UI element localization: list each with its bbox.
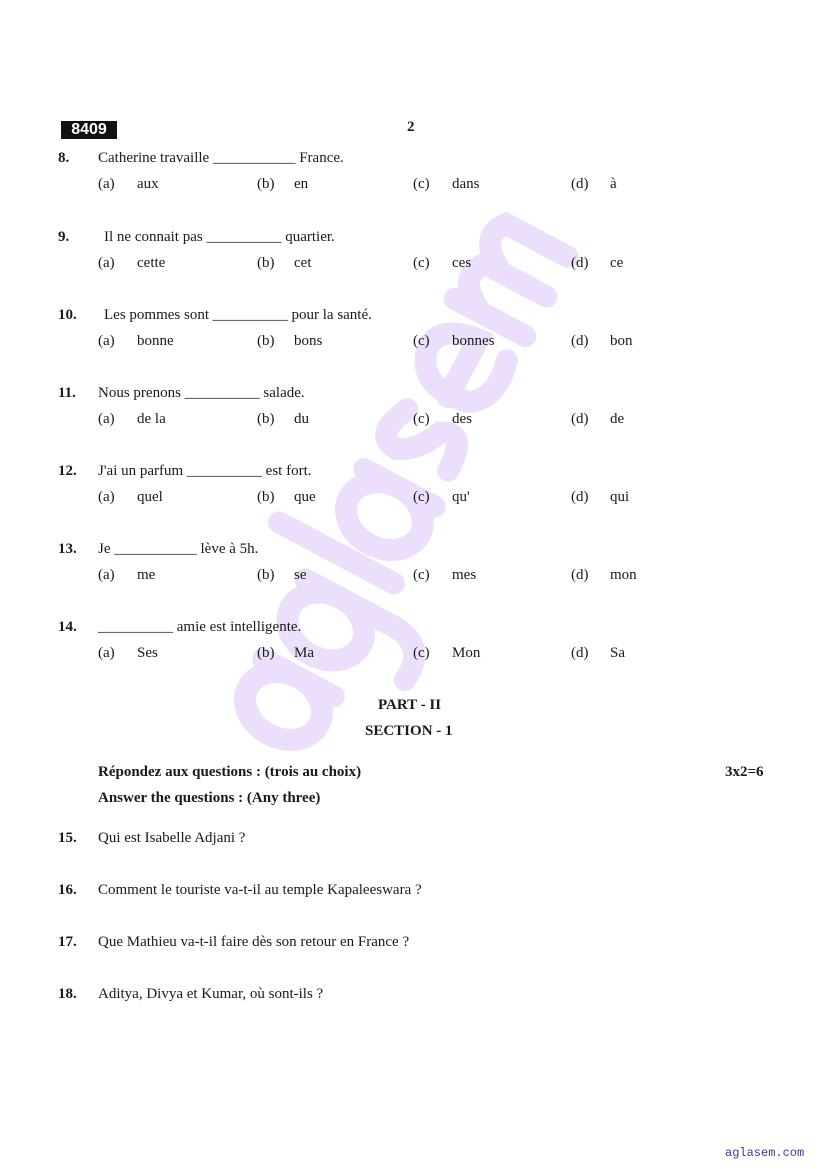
paper-code: 8409 [61,121,117,139]
question-number: 11. [58,385,76,401]
option-label: (a) [98,333,115,349]
question-text: Catherine travaille ___________ France. [98,150,344,166]
watermark-logo [189,196,617,779]
option-label: (b) [257,645,275,661]
option-text: se [294,567,307,583]
instruction-english: Answer the questions : (Any three) [98,790,321,806]
option-text: Ma [294,645,314,661]
option-label: (d) [571,255,589,271]
option-text: Ses [137,645,158,661]
option-text: mon [610,567,637,583]
instruction-french: Répondez aux questions : (trois au choix) [98,764,362,780]
question-number: 16. [58,882,77,898]
question-text: Je ___________ lève à 5h. [98,541,259,557]
option-label: (c) [413,255,430,271]
option-text: que [294,489,316,505]
option-label: (c) [413,411,430,427]
option-text: ce [610,255,624,271]
option-label: (d) [571,411,589,427]
option-label: (c) [413,645,430,661]
question-text: Comment le touriste va-t-il au temple Kapaleeswara ? [98,882,422,898]
option-label: (a) [98,176,115,192]
question-text: Les pommes sont __________ pour la santé. [104,307,372,323]
option-text: bonne [137,333,174,349]
question-number: 18. [58,986,77,1002]
option-label: (d) [571,567,589,583]
option-label: (d) [571,333,589,349]
option-text: cet [294,255,312,271]
marks: 3x2=6 [725,764,764,780]
option-text: quel [137,489,163,505]
option-text: aux [137,176,159,192]
option-text: à [610,176,617,192]
option-text: en [294,176,309,192]
option-label: (d) [571,645,589,661]
option-label: (c) [413,176,430,192]
option-label: (a) [98,567,115,583]
option-text: cette [137,255,166,271]
option-text: de [610,411,625,427]
option-label: (b) [257,333,275,349]
option-label: (d) [571,489,589,505]
question-number: 17. [58,934,77,950]
option-text: du [294,411,309,427]
option-label: (b) [257,567,275,583]
page-number: 2 [407,119,415,135]
option-text: ces [452,255,472,271]
option-label: (a) [98,489,115,505]
question-text: Qui est Isabelle Adjani ? [98,830,246,846]
option-label: (a) [98,255,115,271]
option-text: qui [610,489,630,505]
option-text: bonnes [452,333,495,349]
option-label: (b) [257,176,275,192]
question-number: 15. [58,830,77,846]
option-label: (a) [98,411,115,427]
option-text: bon [610,333,633,349]
option-text: des [452,411,472,427]
option-label: (c) [413,489,430,505]
option-text: de la [137,411,166,427]
option-label: (c) [413,333,430,349]
question-number: 14. [58,619,77,635]
question-number: 12. [58,463,77,479]
option-label: (b) [257,489,275,505]
question-number: 10. [58,307,77,323]
option-text: me [137,567,156,583]
question-text: Aditya, Divya et Kumar, où sont-ils ? [98,986,324,1002]
option-text: qu' [452,489,470,505]
footer-url: aglasem.com [725,1146,805,1160]
option-label: (c) [413,567,430,583]
question-number: 9. [58,229,70,245]
question-text: J'ai un parfum __________ est fort. [98,463,312,479]
section-title: SECTION - 1 [365,723,453,739]
option-text: Sa [610,645,625,661]
option-label: (a) [98,645,115,661]
question-text: Nous prenons __________ salade. [98,385,305,401]
question-text: Que Mathieu va-t-il faire dès son retour en France ? [98,934,410,950]
option-text: Mon [452,645,481,661]
option-text: bons [294,333,323,349]
option-label: (b) [257,255,275,271]
question-number: 8. [58,150,70,166]
question-number: 13. [58,541,77,557]
option-text: mes [452,567,477,583]
option-label: (b) [257,411,275,427]
question-text: __________ amie est intelligente. [98,619,302,635]
question-text: Il ne connait pas __________ quartier. [104,229,335,245]
option-label: (d) [571,176,589,192]
option-text: dans [452,176,480,192]
part-title: PART - II [378,697,442,713]
